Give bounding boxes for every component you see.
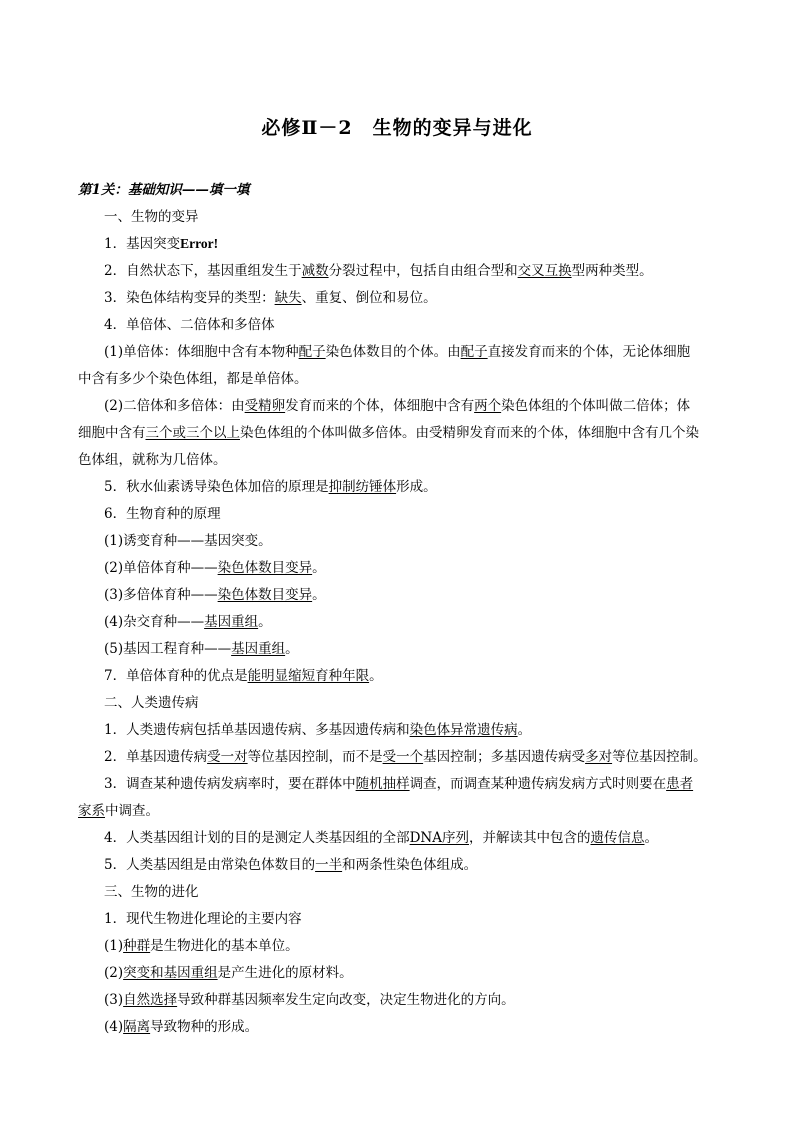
answer-blank-text: 随机抽样 — [355, 776, 410, 792]
text-segment: 导致物种的形成。 — [150, 1019, 259, 1035]
text-segment: 分裂过程中，包括自由组合型和 — [328, 263, 518, 279]
text-segment: 。 — [285, 641, 299, 657]
text-segment: 一、生物的变异 — [104, 209, 199, 225]
text-segment: 4．单倍体、二倍体和多倍体 — [104, 317, 275, 333]
text-segment: (1)单倍体：体细胞中含有本物种 — [104, 344, 299, 360]
answer-blank-text: DNA序列 — [409, 830, 469, 846]
answer-blank-text: 染色体异常遗传病 — [409, 722, 518, 738]
text-line — [104, 1018, 258, 1036]
text-line — [104, 289, 437, 307]
text-segment: 二、人类遗传病 — [104, 695, 199, 711]
text-segment: 。 — [312, 587, 326, 603]
text-line — [104, 856, 477, 874]
text-segment: (3) — [104, 992, 124, 1008]
text-segment: 。 — [369, 668, 383, 684]
answer-blank-text: 能明显缩短育种年限 — [247, 668, 370, 684]
answer-blank-text: 家系 — [78, 803, 105, 819]
text-line — [104, 478, 437, 496]
text-segment: 3．染色体结构变异的类型： — [104, 290, 275, 306]
answer-blank-text: 染色体数目变异 — [217, 587, 313, 603]
text-line — [104, 964, 353, 982]
answer-blank-text: 配子 — [460, 344, 488, 360]
answer-blank-text: 交叉互换 — [517, 263, 572, 279]
text-segment: 2．自然状态下，基因重组发生于 — [104, 263, 302, 279]
text-line — [104, 235, 218, 253]
answer-blank-text: 基因重组 — [231, 641, 286, 657]
text-segment: 是产生进化的原材料。 — [217, 965, 353, 981]
text-segment: Error! — [180, 236, 219, 251]
text-segment: 形成。 — [396, 479, 437, 495]
text-segment: 中调查。 — [105, 803, 159, 819]
text-line — [78, 802, 159, 820]
answer-blank-text: 受一个 — [382, 749, 424, 765]
text-segment: 三、生物的进化 — [104, 884, 199, 900]
text-segment: 色体组，就称为几倍体。 — [78, 452, 227, 468]
text-segment: (2)二倍体和多倍体：由 — [104, 398, 245, 414]
answer-blank-text: 基因重组 — [204, 614, 259, 630]
text-segment: 5．秋水仙素诱导染色体加倍的原理是 — [104, 479, 329, 495]
text-line — [104, 937, 299, 955]
text-segment: 染色体数目的个体。由 — [325, 344, 461, 360]
text-line — [104, 883, 199, 901]
text-line — [104, 991, 515, 1009]
text-line — [104, 721, 531, 739]
text-line — [104, 775, 693, 793]
text-segment: 细胞中含有 — [78, 425, 146, 441]
text-segment: 染色体组的个体叫做多倍体。由受精卵发育而来的个体，体细胞中含有几个染 — [240, 425, 699, 441]
answer-blank-text: 患者 — [666, 776, 694, 792]
text-segment: 1．现代生物进化理论的主要内容 — [104, 911, 302, 927]
text-line — [104, 397, 690, 415]
answer-blank-text: 两个 — [474, 398, 502, 414]
text-segment: 是生物进化的基本单位。 — [150, 938, 299, 954]
text-segment: 等位基因控制。 — [612, 749, 707, 765]
text-segment: 7．单倍体育种的优点是 — [104, 668, 248, 684]
text-segment: (1) — [104, 938, 124, 954]
text-segment: 1．基因突变 — [104, 236, 181, 252]
text-segment: (4) — [104, 1019, 124, 1035]
text-segment: 6．生物育种的原理 — [104, 506, 221, 522]
text-segment: (5)基因工程育种—— — [104, 641, 232, 657]
text-line — [104, 532, 272, 550]
text-segment: 5．人类基因组是由常染色体数目的 — [104, 857, 316, 873]
text-line — [104, 829, 658, 847]
text-segment: 染色体组的个体叫做二倍体；体 — [501, 398, 691, 414]
answer-blank-text: 受一对 — [207, 749, 248, 765]
text-segment: 直接发育而来的个体，无论体细胞 — [487, 344, 691, 360]
text-segment: 。 — [258, 614, 272, 630]
text-segment: 等位基因控制，而不是 — [247, 749, 383, 765]
answer-blank-text: 配子 — [298, 344, 326, 360]
text-segment: (2)单倍体育种—— — [104, 560, 218, 576]
answer-blank-text: 一半 — [315, 857, 343, 873]
text-segment: (2) — [104, 965, 124, 981]
text-line — [104, 910, 302, 928]
answer-blank-text: 受精卵 — [244, 398, 286, 414]
answer-blank-text: 种群 — [123, 938, 151, 954]
text-line — [104, 262, 653, 280]
text-segment: (1)诱变育种——基因突变。 — [104, 533, 272, 549]
answer-blank-text: 染色体数目变异 — [217, 560, 313, 576]
text-line — [104, 613, 272, 631]
text-segment: 调查，而调查某种遗传病发病方式时则要在 — [409, 776, 667, 792]
text-segment: 和两条性染色体组成。 — [342, 857, 478, 873]
text-line — [104, 316, 275, 334]
text-line — [104, 694, 199, 712]
document-title: 必修Ⅱ－2 生物的变异与进化 — [261, 117, 533, 139]
text-segment: 。 — [644, 830, 658, 846]
text-segment: 。 — [517, 722, 532, 738]
text-segment: 基因控制；多基因遗传病受 — [423, 749, 586, 765]
text-segment: (3)多倍体育种—— — [104, 587, 218, 603]
text-segment: 发育而来的个体，体细胞中含有 — [285, 398, 475, 414]
text-line — [104, 640, 299, 658]
text-segment: 导致种群基因频率发生定向改变，决定生物进化的方向。 — [177, 992, 515, 1008]
answer-blank-text: 遗传信息 — [590, 830, 645, 846]
text-line — [104, 208, 199, 226]
text-segment: 、重复、倒位和易位。 — [301, 290, 437, 306]
answer-blank-text: 抑制纺锤体 — [328, 479, 397, 495]
answer-blank-text: 三个或三个以上 — [145, 425, 240, 441]
text-line — [104, 559, 326, 577]
answer-blank-text: 减数 — [301, 263, 329, 279]
text-segment: 中含有多少个染色体组，都是单倍体。 — [78, 371, 308, 387]
text-segment: 4．人类基因组计划的目的是测定人类基因组的全部 — [104, 830, 410, 846]
answer-blank-text: 多对 — [585, 749, 613, 765]
text-line — [78, 424, 699, 442]
answer-blank-text: 突变和基因重组 — [123, 965, 218, 981]
text-line — [104, 343, 690, 361]
text-line — [104, 667, 383, 685]
text-line — [104, 505, 221, 523]
text-segment: 型两种类型。 — [571, 263, 653, 279]
section-heading: 第1关：基础知识——填一填 — [78, 182, 250, 198]
text-line — [78, 370, 308, 388]
text-line — [104, 586, 326, 604]
text-segment: 2．单基因遗传病 — [104, 749, 208, 765]
answer-blank-text: 缺失 — [274, 290, 302, 306]
text-segment: 。 — [312, 560, 326, 576]
text-segment: 3．调查某种遗传病发病率时，要在群体中 — [104, 776, 356, 792]
text-segment: 1．人类遗传病包括单基因遗传病、多基因遗传病和 — [104, 722, 410, 738]
text-line — [104, 748, 707, 766]
text-segment: (4)杂交育种—— — [104, 614, 205, 630]
answer-blank-text: 自然选择 — [123, 992, 178, 1008]
text-segment: ，并解读其中包含的 — [468, 830, 591, 846]
text-line — [78, 451, 227, 469]
answer-blank-text: 隔离 — [123, 1019, 151, 1035]
